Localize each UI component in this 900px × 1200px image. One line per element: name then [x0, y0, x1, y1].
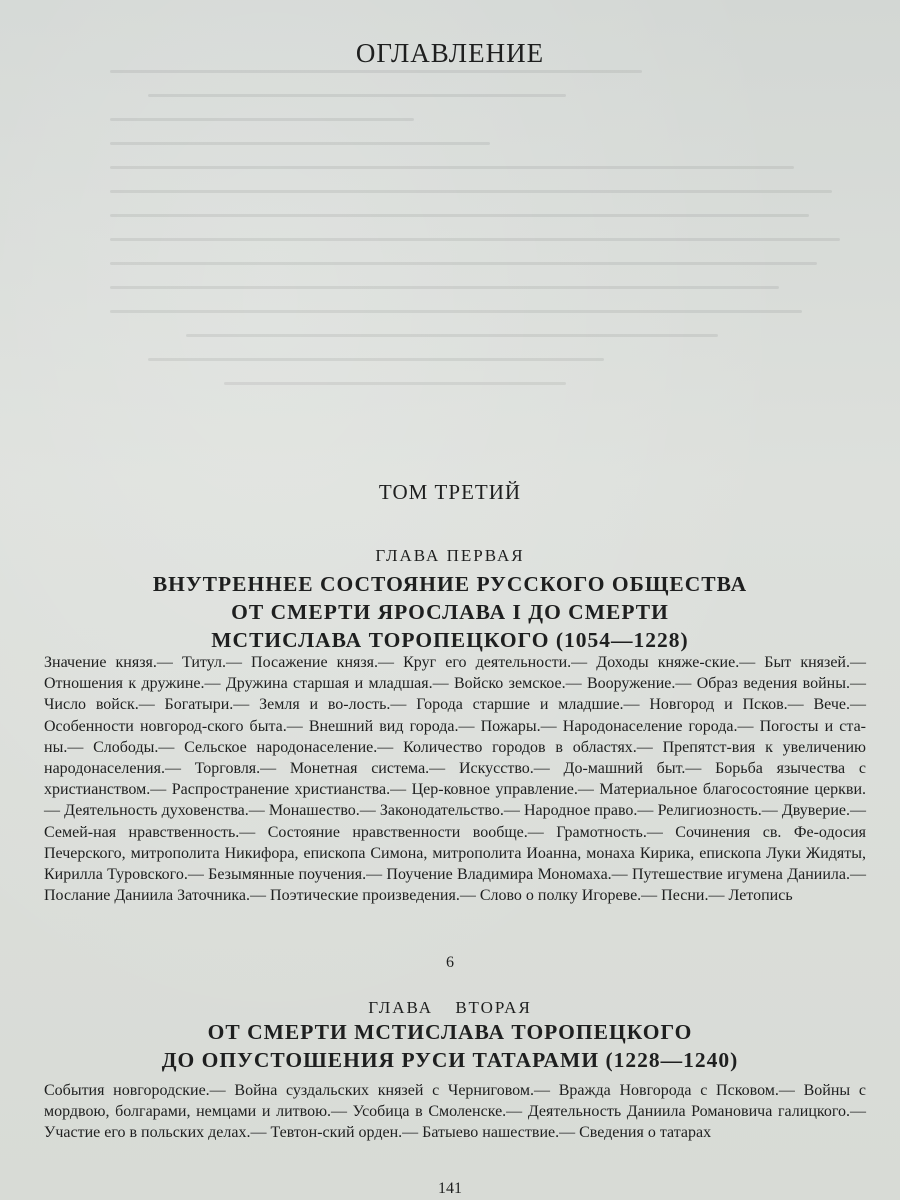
chapter-1-title-line: ВНУТРЕННЕЕ СОСТОЯНИЕ РУССКОГО ОБЩЕСТВА — [152, 572, 748, 596]
chapter-1-title — [0, 570, 900, 654]
chapter-2-title — [0, 1018, 900, 1074]
chapter-1-label: ГЛАВА ПЕРВАЯ — [375, 546, 525, 565]
volume-title: ТОМ ТРЕТИЙ — [378, 480, 522, 504]
chapter-2-title-line: ОТ СМЕРТИ МСТИСЛАВА ТОРОПЕЦКОГО — [207, 1020, 693, 1044]
chapter-2-summary: События новгородские.— Война суздальских князей с Черниговом.— Вражда Новгорода с Псковом.— Войны с мордвою, болгарами, немцами и литвою.— Усобица в Смоленске.— Деятельность Даниила Романовича галицкого.— Участие его в польских делах.— Тевтон-ский орден.— Батыево нашествие.— Сведения о татарах — [44, 1082, 866, 1142]
page-title: ОГЛАВЛЕНИЕ — [355, 38, 545, 68]
chapter-1-title-line: МСТИСЛАВА ТОРОПЕЦКОГО (1054—1228) — [211, 628, 689, 652]
chapter-2-page-number: 141 — [438, 1180, 462, 1197]
chapter-1-title-line: ОТ СМЕРТИ ЯРОСЛАВА I ДО СМЕРТИ — [231, 600, 669, 624]
chapter-1-summary: Значение князя.— Титул.— Посажение князя.— Круг его деятельности.— Доходы княже-ские.— Быт князей.— Отношения к дружине.— Дружина старшая и младшая.— Войско земское.— Вооружение.— Образ ведения войны.— Число войск.— Богатыри.— Земля и во-лость.— Города старшие и младшие.— Новгород и Псков.— Вече.— Особенности новгород-ского быта.— Внешний вид города.— Пожары.— Народонаселение города.— Погосты и ста-ны.— Слободы.— Сельское народонаселение.— Количество городов в областях.— Препятст-вия к увеличению народонаселения.— Торговля.— Монетная система.— Искусство.— До-машний быт.— Борьба язычества с христианством.— Распространение христианства.— Цер-ковное управление.— Материальное благосостояние церкви.— Деятельность духовенства.— Монашество.— Законодательство.— Народное право.— Религиозность.— Двуверие.— Семей-ная нравственность.— Состояние нравственности вообще.— Грамотность.— Сочинения св. Фе-одосия Печерского, митрополита Никифора, епископа Симона, митрополита Иоанна, монаха Кирика, епископа Луки Жидяты, Кирилла Туровского.— Безымянные поучения.— Поучение Владимира Мономаха.— Путешествие игумена Даниила.— Послание Даниила Заточника.— Поэтические произведения.— Слово о полку Игореве.— Песни.— Летопись — [44, 654, 866, 905]
chapter-2-title-line: ДО ОПУСТОШЕНИЯ РУСИ ТАТАРАМИ (1228—1240) — [161, 1048, 739, 1072]
chapter-1-page-number: 6 — [446, 954, 454, 971]
bleed-through-texture — [110, 70, 870, 500]
chapter-2-label: ГЛАВА ВТОРАЯ — [368, 998, 532, 1017]
